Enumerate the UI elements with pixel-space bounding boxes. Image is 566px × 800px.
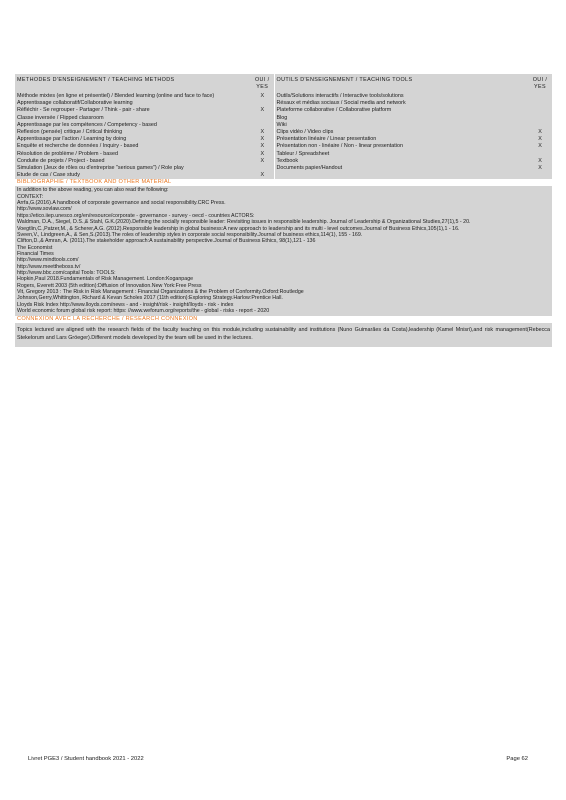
bibliography-entry: Arrfa,G.(2016).A handbook of corporate governance and social responsibility.CRC Press. <box>17 200 226 207</box>
table-row <box>15 151 552 158</box>
tool-yes-mark: X <box>538 165 542 172</box>
tool-yes-mark <box>528 115 552 122</box>
table-row <box>15 158 552 165</box>
table-row <box>15 107 552 114</box>
method-yes-mark: X <box>260 150 265 157</box>
bibliography-entry: http://www.bbc.com/capital Tools: TOOLS: <box>17 269 116 276</box>
tool-yes-mark: X <box>538 136 542 143</box>
table-row <box>15 136 552 143</box>
bibliography-entry: http://www.mindtools.com/ <box>17 257 79 264</box>
teaching-method-cell: Résolution de problème / Problem - based <box>17 150 118 157</box>
tool-yes-mark: X <box>538 157 542 164</box>
bibliography-entry: http://www.sovlaw.com/ <box>17 206 72 213</box>
bibliography-entry: Lloyds Risk Index http://www.lloyds.com/news - and - insight/risk - insight/lloyds - risk - index <box>17 301 234 308</box>
method-yes-mark <box>251 100 274 107</box>
teaching-method-cell: Reflexion (pensée) critique / Critical thinking <box>17 129 123 136</box>
bibliography-entry: In addition to the above reading, you can also read the following: <box>17 187 169 194</box>
method-yes-mark: X <box>260 107 265 114</box>
teaching-method-cell: Conduite de projets / Project - based <box>17 157 105 164</box>
bibliography-entry: World economic forum global risk report: https: //www.weforum.org/reports/the - global - risks - report - 2020 <box>17 307 270 314</box>
teaching-tool-cell: Tableur / Spreadsheet <box>274 151 528 158</box>
teaching-methods-table <box>15 74 552 179</box>
research-connexion-heading: CONNEXION AVEC LA RECHERCHE / RESEARCH CONNEXION <box>15 316 552 323</box>
method-yes-mark: X <box>260 93 265 99</box>
tool-yes-mark <box>528 93 552 100</box>
bibliography-entry: Financial Times <box>17 250 54 257</box>
method-yes-mark: X <box>260 129 265 136</box>
method-yes-mark: X <box>260 157 265 164</box>
bibliography-entry: The Economist <box>17 244 53 251</box>
bibliography-entry: http://www.meettheboss.tv/ <box>17 263 81 270</box>
teaching-method-cell: Etude de cas / Case study <box>17 172 80 179</box>
bibliography-section <box>15 186 552 316</box>
bibliography-entry: Vit, Gregory 2013 : The Risk in Risk Management : Financial Organizations & the Problem of Conformity.Oxford:Routledge <box>17 288 304 295</box>
table-row <box>15 165 552 172</box>
method-yes-mark <box>251 122 274 129</box>
page-footer <box>28 756 528 762</box>
teaching-methods-header: METHODES D'ENSEIGNEMENT / TEACHING METHODS <box>17 77 175 83</box>
methods-yes-header: OUI / YES <box>254 77 270 90</box>
table-row <box>15 129 552 136</box>
tool-yes-mark: X <box>538 129 542 136</box>
teaching-tool-cell: Wiki <box>274 122 528 129</box>
bibliography-heading: BIBLIOGRAPHIE / TEXTBOOK AND OTHER MATERIAL <box>15 179 552 186</box>
page-number: Page 62 <box>506 756 528 762</box>
tools-yes-header: OUI / YES <box>532 77 548 90</box>
teaching-tool-cell: Outils/Solutions interactifs / Interactive tools/solutions <box>274 93 528 100</box>
teaching-tool-cell <box>274 172 528 179</box>
table-row <box>15 93 552 100</box>
method-yes-mark: X <box>260 136 265 143</box>
teaching-tool-cell: Blog <box>274 115 528 122</box>
teaching-method-cell: Enquête et recherche de données / Inquiry - based <box>17 143 139 150</box>
teaching-method-cell: Apprentissage par les compétences / Competency - based <box>17 121 157 128</box>
method-yes-mark: X <box>260 143 265 150</box>
teaching-tool-cell: Clips vidéo / Video clips <box>274 129 528 136</box>
tool-yes-mark <box>528 151 552 158</box>
table-row <box>15 172 552 179</box>
footer-handbook-label: Livret PGE3 / Student handbook 2021 - 2022 <box>28 756 144 762</box>
tool-yes-mark <box>528 172 552 179</box>
teaching-method-cell: Méthode mixtes (en ligne et présentiel) / Blended learning (online and face to face) <box>17 93 215 99</box>
table-header-row <box>15 74 552 93</box>
teaching-tool-cell: Documents papier/Handout <box>274 165 528 172</box>
teaching-method-cell: Apprentissage collaboratif/Collaborative learning <box>17 100 133 107</box>
teaching-tool-cell: Présentation linéaire / Linear presentation <box>274 136 528 143</box>
handbook-page-content <box>15 74 552 347</box>
tool-yes-mark <box>528 122 552 129</box>
bibliography-entry: Rogers, Everett 2003 (5th edition):Diffusion of Innovation.New York:Free Press <box>17 282 202 289</box>
tool-yes-mark: X <box>538 143 542 150</box>
bibliography-entry: CONTEXT: <box>17 193 44 200</box>
teaching-method-cell: Apprentissage par l'action / Learning by doing <box>17 136 127 143</box>
table-row <box>15 100 552 107</box>
teaching-tool-cell: Plateforme collaborative / Collaborative platform <box>274 107 528 114</box>
tool-yes-mark <box>528 100 552 107</box>
table-row <box>15 115 552 122</box>
bibliography-entry: Johnson,Gerry,Whittington, Richard & Kevan Scholes 2017 (11th edition):Exploring Strategy.Harlow:Prentice Hall. <box>17 295 283 302</box>
research-connexion-text: Topics lectured are aligned with the research fields of the faculty teaching on this module,including sustainability and institutions (Nuno Guimarães da Costa),leadership (Kamel Mnisri),and risk management(Rebecca Stekelorum and Lars Gröeger).Different models developed by the team will be used in the lectures. <box>15 323 552 346</box>
method-yes-mark: X <box>260 172 265 179</box>
method-yes-mark <box>251 165 274 172</box>
table-row <box>15 143 552 150</box>
table-row <box>15 122 552 129</box>
teaching-method-cell: Simulation (Jeux de rôles ou d'entreprise "serious games") / Role play <box>17 165 184 172</box>
bibliography-entry: Voegtlin,C.,Patzer,M., & Scherer,A.G. (2012).Responsible leadership in global business:A new approach to leadership and its multi - level outcomes.Journal of Business Ethics,105(1),1 - 16. <box>17 225 460 232</box>
teaching-tool-cell: Résaux et médias sociaux / Social media and network <box>274 100 528 107</box>
teaching-tool-cell: Présentation non - linéaire / Non - linear presentation <box>274 143 528 150</box>
teaching-tools-header: OUTILS D'ENSEIGNEMENT / TEACHING TOOLS <box>274 74 528 93</box>
method-yes-mark <box>251 115 274 122</box>
teaching-tool-cell: Textbook <box>274 158 528 165</box>
bibliography-entry: Sveen,V., Lindgreen,A., & Sen,S.(2013).The roles of leadership styles in corporate social responsibility.Journal of business ethics,114(1), 155 - 169. <box>17 231 363 238</box>
bibliography-entry: Hopkin,Paul 2018.Fundamentals of Risk Management. London:Koganpage <box>17 276 194 283</box>
tool-yes-mark <box>528 107 552 114</box>
teaching-method-cell: Réfléchir - Se regrouper - Partager / Think - pair - share <box>17 107 150 114</box>
bibliography-entry: Waldman, D.A., Siegel, D.S.,& Stahl, G.K.(2020).Defining the socially responsible leader: Revisiting issues in responsible leadership. Journal of Leadership & Organizational Studies,27(1),5 - 20. <box>17 219 471 226</box>
teaching-method-cell: Classe inversée / Flipped classroom <box>17 114 104 121</box>
bibliography-entry: https://etico.iiep.unesco.org/en/resource/corporate - governance - survey - oecd - countries ACTORS: <box>17 212 255 219</box>
bibliography-entry: Clifton,D.,& Amran, A. (2011).The stakeholder approach:A sustainability perspective.Journal of Business Ethics, 98(1),121 - 136 <box>17 238 316 245</box>
